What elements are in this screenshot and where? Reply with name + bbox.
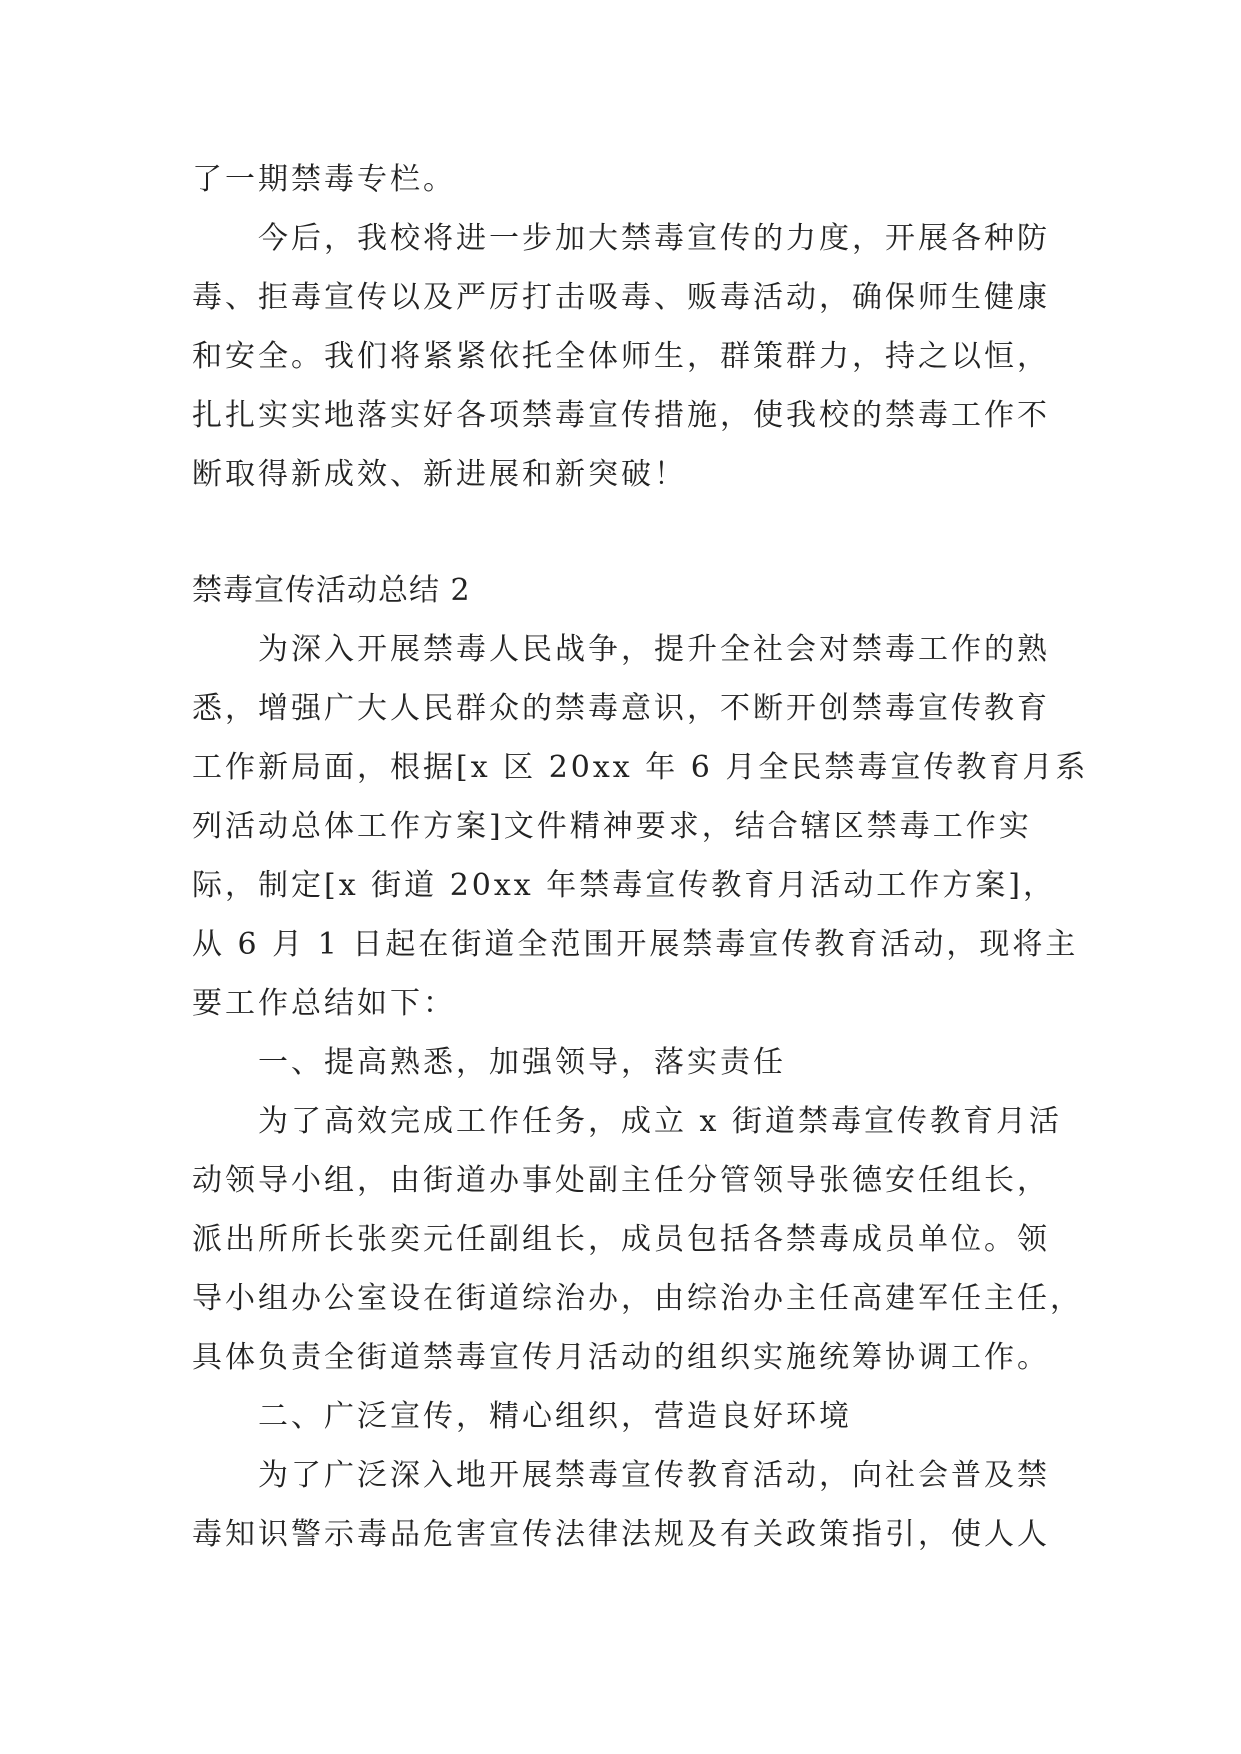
paragraph-line: 具体负责全街道禁毒宣传月活动的组织实施统筹协调工作。 (192, 1340, 1050, 1375)
paragraph-line: 悉，增强广大人民群众的禁毒意识，不断开创禁毒宣传教育 (192, 691, 1050, 726)
paragraph-line: 毒知识警示毒品危害宣传法律法规及有关政策指引，使人人 (192, 1517, 1050, 1552)
paragraph-line: 动领导小组，由街道办事处副主任分管领导张德安任组长， (192, 1163, 1050, 1198)
subheading-line: 二、广泛宣传，精心组织，营造良好环境 (258, 1399, 852, 1434)
paragraph-line: 从 6 月 1 日起在街道全范围开展禁毒宣传教育活动，现将主 (192, 927, 1079, 962)
paragraph-line: 派出所所长张奕元任副组长，成员包括各禁毒成员单位。领 (192, 1222, 1050, 1257)
paragraph-line: 要工作总结如下： (192, 986, 456, 1021)
paragraph-line: 毒、拒毒宣传以及严厉打击吸毒、贩毒活动，确保师生健康 (192, 280, 1050, 315)
paragraph-line: 和安全。我们将紧紧依托全体师生，群策群力，持之以恒， (192, 339, 1050, 374)
paragraph-line: 了一期禁毒专栏。 (192, 162, 456, 197)
paragraph-line: 导小组办公室设在街道综治办，由综治办主任高建军任主任， (192, 1281, 1083, 1316)
section-heading: 禁毒宣传活动总结 2 (192, 573, 471, 608)
paragraph-line: 为了广泛深入地开展禁毒宣传教育活动，向社会普及禁 (258, 1458, 1050, 1493)
paragraph-line: 断取得新成效、新进展和新突破！ (192, 457, 687, 492)
paragraph-line: 为了高效完成工作任务，成立 x 街道禁毒宣传教育月活 (258, 1104, 1062, 1139)
subheading-line: 一、提高熟悉，加强领导，落实责任 (258, 1045, 786, 1080)
document-body (192, 150, 1089, 1564)
section-gap (192, 504, 1052, 561)
paragraph-line: 际，制定[x 街道 20xx 年禁毒宣传教育月活动工作方案]， (192, 868, 1056, 903)
paragraph-line: 列活动总体工作方案]文件精神要求，结合辖区禁毒工作实 (192, 809, 1032, 844)
paragraph-line: 为深入开展禁毒人民战争，提升全社会对禁毒工作的熟 (258, 632, 1050, 667)
paragraph-line: 今后，我校将进一步加大禁毒宣传的力度，开展各种防 (258, 221, 1050, 256)
paragraph-line: 工作新局面，根据[x 区 20xx 年 6 月全民禁毒宣传教育月系 (192, 750, 1089, 785)
paragraph-line: 扎扎实实地落实好各项禁毒宣传措施，使我校的禁毒工作不 (192, 398, 1050, 433)
